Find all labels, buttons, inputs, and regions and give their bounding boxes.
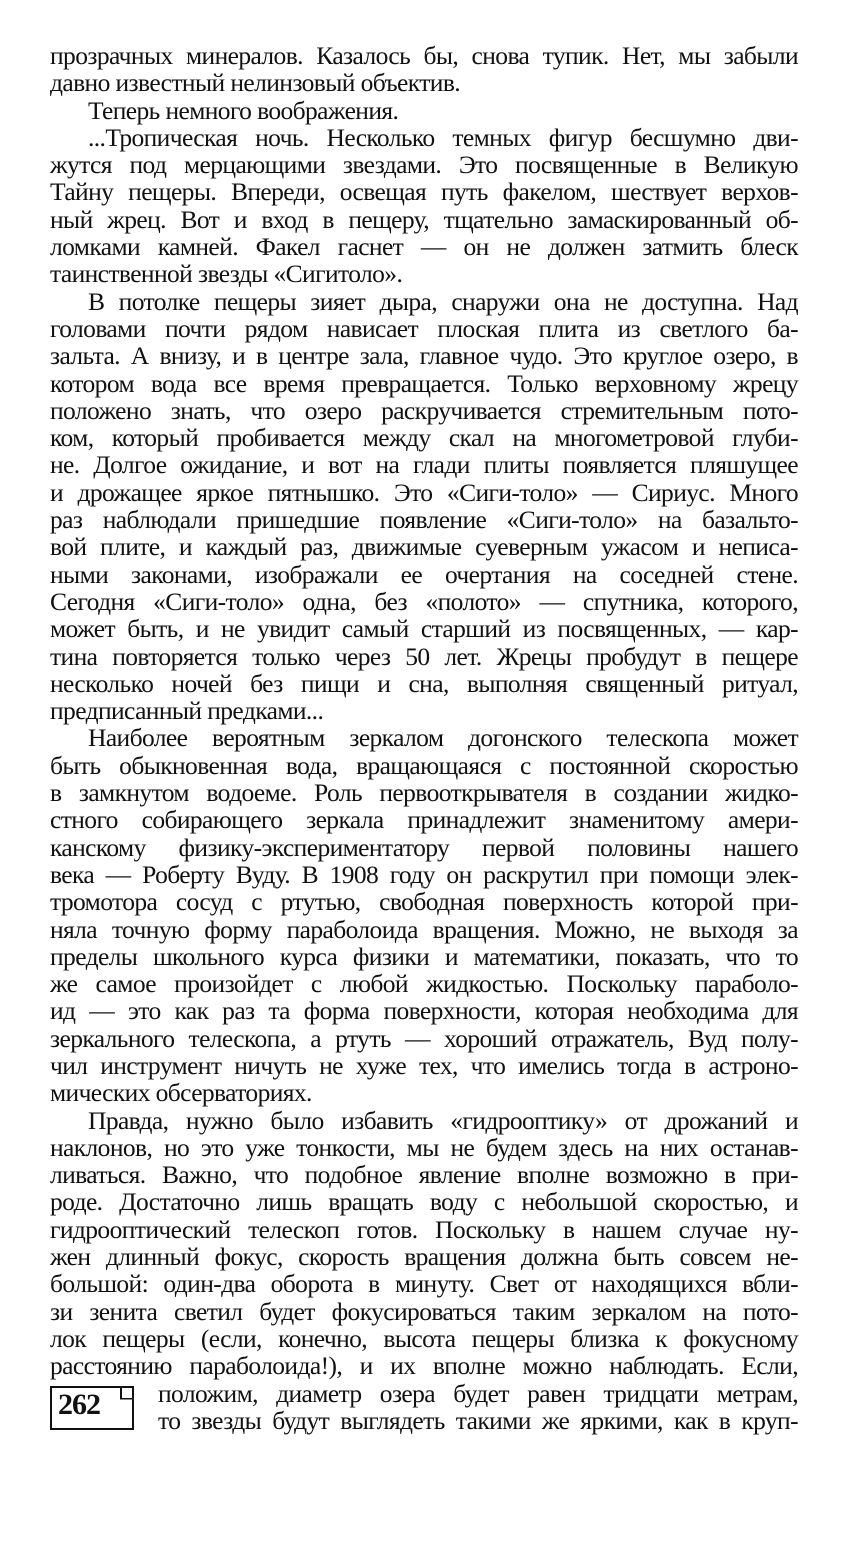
- text-line: Правда, нужно было избавить «гидрооптику» от дрожаний и: [88, 1105, 798, 1135]
- paragraph: [50, 1107, 798, 1380]
- text-line: предписанный предками...: [50, 696, 324, 726]
- text-line: тина повторяется только через 50 лет. Жрецы пробудут в пещере: [50, 641, 798, 671]
- text-line: жен длинный фокус, скорость вращения должна быть совсем не-: [50, 1242, 798, 1272]
- text-line: ломками камней. Факел гаснет — он не должен затмить блеск: [50, 232, 798, 262]
- text-line: давно известный нелинзовый объектив.: [50, 68, 461, 98]
- text-line: ными законами, изображали ее очертания на соседней стене.: [50, 559, 798, 589]
- text-line: Теперь немного воображения.: [88, 95, 399, 125]
- text-line: наклонов, но это уже тонкости, мы не будем здесь на них останав-: [50, 1132, 798, 1162]
- text-line: ком, который пробивается между скал на многометровой глуби-: [50, 423, 798, 453]
- text-line: зеркального телескопа, а ртуть — хороший отражатель, Вуд полу-: [50, 1023, 798, 1053]
- text-line: мических обсерваториях.: [50, 1078, 312, 1108]
- text-line: же самое произойдет с любой жидкостью. Поскольку параболо-: [50, 969, 798, 999]
- text-line: в замкнутом водоеме. Роль первооткрывателя в создании жидко-: [50, 778, 798, 808]
- text-line: котором вода все время превращается. Только верховному жрецу: [50, 368, 798, 398]
- book-page: [50, 42, 798, 1434]
- text-line: может быть, и не увидит самый старший из посвященных, — кар-: [50, 614, 798, 644]
- text-line: Сегодня «Сиги-толо» одна, без «полото» — спутника, которого,: [50, 586, 798, 616]
- text-line: ид — это как раз та форма поверхности, которая необходима для: [50, 996, 798, 1026]
- text-line: стного собирающего зеркала принадлежит знаменитому амери-: [50, 805, 798, 835]
- text-line: века — Роберту Вуду. В 1908 году он раскрутил при помощи элек-: [50, 859, 798, 889]
- text-line: жутся под мерцающими звездами. Это посвященные в Великую: [50, 150, 798, 180]
- text-line: таинственной звезды «Сигитоло».: [50, 259, 403, 289]
- body-text: [50, 42, 798, 1380]
- text-line: пределы школьного курса физики и математики, показать, что то: [50, 941, 798, 971]
- page-footer: [50, 1380, 798, 1435]
- text-line: расстоянию параболоида!), и их вполне можно наблюдать. Если,: [50, 1351, 798, 1381]
- text-line: тромотора сосуд с ртутью, свободная поверхность которой при-: [50, 887, 798, 917]
- page-number-box: [50, 1386, 134, 1430]
- text-line: ный жрец. Вот и вход в пещеру, тщательно замаскированный об-: [50, 204, 798, 234]
- text-line: Наиболее вероятным зеркалом догонского телескопа может: [88, 723, 798, 753]
- text-line: не. Долгое ожидание, и вот на глади плиты появляется пляшущее: [50, 450, 798, 480]
- text-line: няла точную форму параболоида вращения. Можно, не выходя за: [50, 914, 798, 944]
- text-line: головами почти рядом нависает плоская плита из светлого ба-: [50, 313, 798, 343]
- text-line: то звезды будут выглядеть такими же яркими, как в круп-: [158, 1405, 798, 1435]
- text-line: канскому физику-экспериментатору первой половины нашего: [50, 832, 798, 862]
- paragraph: [50, 124, 798, 288]
- paragraph: [50, 288, 798, 725]
- paragraph: [50, 97, 798, 124]
- text-line: прозрачных минералов. Казалось бы, снова тупик. Нет, мы забыли: [50, 41, 798, 70]
- text-line: вой плите, и каждый раз, движимые суеверным ужасом и неписа-: [50, 532, 798, 562]
- text-line: роде. Достаточно лишь вращать воду с небольшой скоростью, и: [50, 1187, 798, 1217]
- text-line: зи зенита светил будет фокусироваться таким зеркалом на пото-: [50, 1296, 798, 1326]
- text-line: большой: один-два оборота в минуту. Свет от находящихся вбли-: [50, 1269, 798, 1299]
- text-line: гидрооптический телескоп готов. Поскольку в нашем случае ну-: [50, 1214, 798, 1244]
- paragraph: [50, 42, 798, 97]
- text-line: зальта. А внизу, и в центре зала, главное чудо. Это круглое озеро, в: [50, 341, 798, 371]
- text-line: положено знать, что озеро раскручивается стремительным пото-: [50, 395, 798, 425]
- text-line: Тайну пещеры. Впереди, освещая путь факелом, шествует верхов-: [50, 177, 798, 207]
- text-line: чил инструмент ничуть не хуже тех, что имелись тогда в астроно-: [50, 1050, 798, 1080]
- text-line: В потолке пещеры зияет дыра, снаружи она не доступна. Над: [88, 286, 798, 316]
- text-line: ...Тропическая ночь. Несколько темных фигур бесшумно дви-: [88, 122, 798, 152]
- text-line: положим, диаметр озера будет равен тридцати метрам,: [158, 1378, 798, 1408]
- text-line: раз наблюдали пришедшие появление «Сиги-толо» на базальто-: [50, 505, 798, 535]
- text-line: и дрожащее яркое пятнышко. Это «Сиги-толо» — Сириус. Много: [50, 477, 798, 507]
- text-line: лок пещеры (если, конечно, высота пещеры близка к фокусному: [50, 1323, 798, 1353]
- page-number: 262: [58, 1387, 100, 1421]
- paragraph: [50, 724, 798, 1106]
- text-line: быть обыкновенная вода, вращающаяся с постоянной скоростью: [50, 750, 798, 780]
- text-line: ливаться. Важно, что подобное явление вполне возможно в при-: [50, 1160, 798, 1190]
- text-line: несколько ночей без пищи и сна, выполняя священный ритуал,: [50, 668, 798, 698]
